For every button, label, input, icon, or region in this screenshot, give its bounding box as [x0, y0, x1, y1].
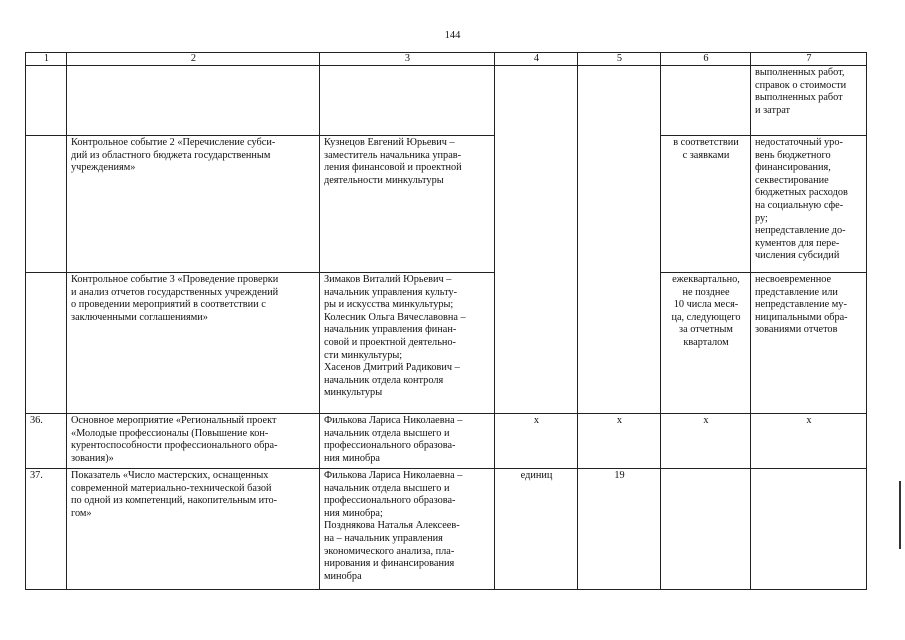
cell-line: деятельности минкультуры	[324, 174, 444, 186]
event-description-cell	[67, 414, 320, 469]
risk-cell	[751, 414, 867, 469]
cell-line: ния минобра	[324, 452, 380, 464]
header-cell-3: 3	[320, 53, 495, 66]
cell-line: Контрольное событие 3 «Проведение проверки	[71, 274, 279, 285]
cell-line: «Молодые профессионалы (Повышение кон-	[71, 427, 269, 439]
unit-cell	[495, 66, 578, 414]
responsible-cell	[320, 469, 495, 590]
cell-line: и затрат	[755, 104, 791, 116]
cell-line: x	[533, 415, 540, 426]
event-description-cell	[67, 273, 320, 414]
cell-line: ца, следующего	[671, 311, 741, 323]
cell-line: кварталом	[683, 336, 729, 348]
cell-line: непредставление до-	[755, 225, 846, 237]
cell-line: бюджетных расходов	[755, 187, 848, 199]
deadline-cell	[661, 469, 751, 590]
header-cell-1: 1	[26, 53, 67, 66]
deadline-cell	[661, 273, 751, 414]
cell-line: на социальную сфе-	[755, 199, 844, 211]
cell-line: зованиями отчетов	[755, 324, 838, 336]
value-cell	[578, 66, 661, 414]
cell-line: профессионального образова-	[324, 495, 456, 507]
row-number	[26, 66, 67, 136]
cell-line: о проведении мероприятий в соответствии с	[71, 299, 266, 311]
cell-line: совой и проектной деятельно-	[324, 336, 456, 348]
cell-line: непредставление му-	[755, 299, 847, 311]
cell-line: несвоевременное	[755, 274, 832, 285]
unit-cell	[495, 469, 578, 590]
scan-edge-mark	[899, 481, 901, 549]
cell-line: в соответствии	[673, 137, 739, 148]
risk-cell	[751, 469, 867, 590]
table-row	[26, 66, 867, 136]
deadline-cell	[661, 136, 751, 273]
cell-line: на – начальник управления	[324, 532, 443, 544]
cell-line: гом»	[71, 507, 92, 519]
table-row	[26, 469, 867, 590]
cell-line: ниципальными обра-	[755, 311, 848, 323]
cell-line: с заявками	[682, 149, 730, 161]
unit-cell	[495, 414, 578, 469]
cell-line: по одной из компетенций, накопительным ито-	[71, 495, 278, 507]
cell-line: кументов для пере-	[755, 237, 840, 249]
cell-line: начальник отдела высшего и	[324, 427, 450, 439]
cell-line: Кузнецов Евгений Юрьевич –	[324, 137, 455, 148]
cell-line: Основное мероприятие «Региональный проект	[71, 415, 277, 426]
table-row	[26, 414, 867, 469]
header-cell-4: 4	[495, 53, 578, 66]
cell-line: начальник отдела контроля	[324, 374, 444, 386]
cell-line: числения субсидий	[755, 250, 840, 262]
cell-line: выполненных работ,	[755, 67, 845, 78]
header-cell-5: 5	[578, 53, 661, 66]
cell-line: x	[806, 415, 812, 426]
cell-line: зования)»	[71, 452, 114, 464]
cell-line: вень бюджетного	[755, 149, 831, 161]
cell-line: 10 числа меся-	[673, 299, 739, 311]
cell-line: недостаточный уро-	[755, 137, 843, 148]
cell-line: Филькова Лариса Николаевна –	[324, 415, 463, 426]
cell-line: минкультуры	[324, 387, 383, 399]
cell-line: справок о стоимости	[755, 79, 847, 91]
risk-cell	[751, 136, 867, 273]
header-cell-6: 6	[661, 53, 751, 66]
deadline-cell	[661, 414, 751, 469]
cell-line: за отчетным	[679, 324, 733, 336]
cell-line: x	[616, 415, 623, 426]
cell-line: начальник управления культу-	[324, 286, 458, 298]
cell-line: секвестирование	[755, 174, 829, 186]
cell-line: единиц	[520, 470, 553, 481]
cell-line: Зимаков Виталий Юрьевич –	[324, 274, 452, 285]
row-number: 36.	[26, 414, 67, 469]
cell-line: современной материально-технической базой	[71, 482, 272, 494]
cell-line: x	[703, 415, 709, 426]
table-row	[26, 136, 867, 273]
cell-line: учреждениям»	[71, 162, 136, 174]
row-number	[26, 273, 67, 414]
cell-line: начальник отдела высшего и	[324, 482, 450, 494]
header-cell-7: 7	[751, 53, 867, 66]
cell-line: ру;	[755, 212, 768, 224]
cell-line: ния минобра;	[324, 507, 383, 519]
cell-line: ежеквартально,	[672, 274, 740, 285]
cell-line: профессионального образова-	[324, 440, 456, 452]
responsible-cell	[320, 273, 495, 414]
header-row	[26, 53, 867, 66]
cell-line: минобра	[324, 570, 362, 582]
cell-line: Колесник Ольга Вячеславовна –	[324, 311, 466, 323]
row-number: 37.	[26, 469, 67, 590]
cell-line: курентоспособности профессионального обра-	[71, 440, 278, 452]
cell-line: нирования и финансирования	[324, 558, 455, 570]
event-description-cell	[67, 136, 320, 273]
cell-line: Филькова Лариса Николаевна –	[324, 470, 463, 481]
cell-line: финансирования,	[755, 162, 831, 174]
cell-line: выполненных работ	[755, 92, 843, 104]
cell-line: Контрольное событие 2 «Перечисление субси-	[71, 137, 276, 148]
cell-line: заместитель начальника управ-	[324, 149, 462, 161]
value-cell	[578, 469, 661, 590]
cell-line: 19	[614, 470, 625, 481]
event-description-cell	[67, 66, 320, 136]
cell-line: представление или	[755, 286, 838, 298]
table-row	[26, 273, 867, 414]
cell-line: Хасенов Дмитрий Радикович –	[324, 362, 460, 374]
cell-line: Позднякова Наталья Алексеев-	[324, 520, 460, 532]
deadline-cell	[661, 66, 751, 136]
cell-line: начальник управления финан-	[324, 324, 457, 336]
document-table	[25, 52, 867, 590]
risk-cell	[751, 66, 867, 136]
responsible-cell	[320, 136, 495, 273]
risk-cell	[751, 273, 867, 414]
cell-line: сти минкультуры;	[324, 349, 403, 361]
cell-line: дий из областного бюджета государственным	[71, 149, 271, 161]
cell-line: и анализ отчетов государственных учреждений	[71, 286, 279, 298]
cell-line: заключенными соглашениями»	[71, 311, 208, 323]
header-cell-2: 2	[67, 53, 320, 66]
cell-line: Показатель «Число мастерских, оснащенных	[71, 470, 269, 481]
event-description-cell	[67, 469, 320, 590]
cell-line: не позднее	[682, 286, 730, 298]
page-number: 144	[444, 30, 461, 41]
value-cell	[578, 414, 661, 469]
cell-line: ления финансовой и проектной	[324, 162, 462, 174]
responsible-cell	[320, 414, 495, 469]
responsible-cell	[320, 66, 495, 136]
cell-line: экономического анализа, пла-	[324, 545, 455, 557]
row-number	[26, 136, 67, 273]
cell-line: ры и искусства минкультуры;	[324, 299, 454, 311]
